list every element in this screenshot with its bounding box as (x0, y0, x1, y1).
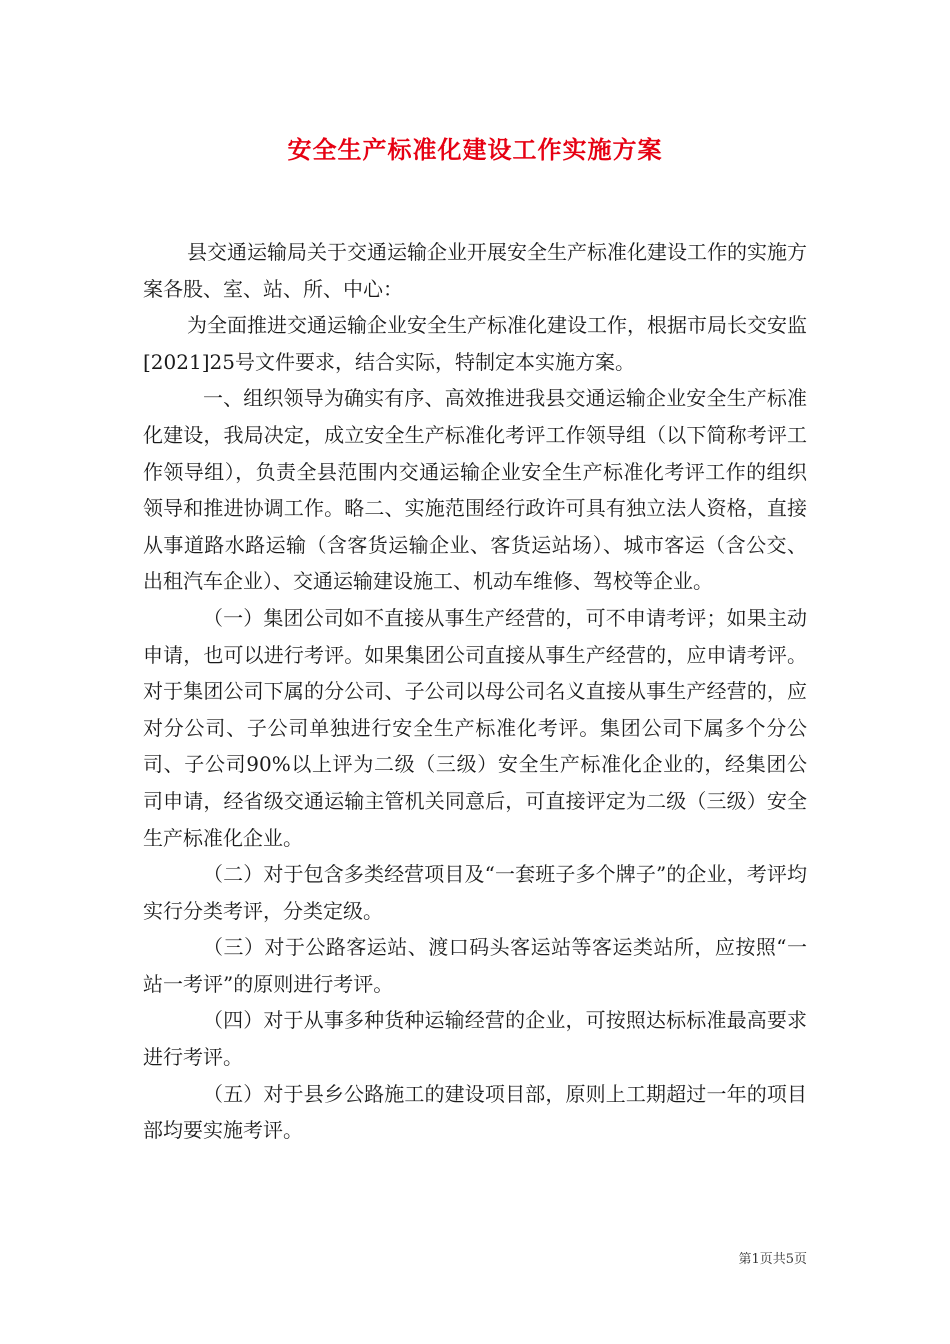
paragraph-intro: 县交通运输局关于交通运输企业开展安全生产标准化建设工作的实施方案各股、室、站、所、中心： (143, 240, 807, 301)
paragraph-item-3: （三）对于公路客运站、渡口码头客运站等客运类站所，应按照“一站一考评”的原则进行考评。 (143, 935, 807, 996)
paragraph-item-2: （二）对于包含多类经营项目及“一套班子多个牌子”的企业，考评均实行分类考评，分类定级。 (143, 862, 807, 923)
paragraph-item-4: （四）对于从事多种货种运输经营的企业，可按照达标标准最高要求进行考评。 (143, 1008, 807, 1070)
paragraph-item-5: （五）对于县乡公路施工的建设项目部，原则上工期超过一年的项目部均要实施考评。 (143, 1081, 807, 1143)
paragraph-organization: 一、组织领导为确实有序、高效推进我县交通运输企业安全生产标准化建设，我局决定，成立安全生产标准化考评工作领导组（以下简称考评工作领导组），负责全县范围内交通运输企业安全生产标准化考评工作的组织领导和推进协调工作。略二、实施范围经行政许可具有独立法人资格，直接从事道路水路运输（含客货运输企业、客货运站场）、城市客运（含公交、出租汽车企业）、交通运输建设施工、机动车维修、驾校等企业。 (143, 386, 807, 594)
paragraph-purpose: 为全面推进交通运输企业安全生产标准化建设工作，根据市局长交安监[2021]25号文件要求，结合实际，特制定本实施方案。 (143, 313, 807, 374)
document-body (143, 234, 807, 1149)
document-title: 安全生产标准化建设工作实施方案 (287, 135, 663, 164)
page-number-footer: 第1页共5页 (738, 1252, 807, 1267)
paragraph-item-1: （一）集团公司如不直接从事生产经营的，可不申请考评；如果主动申请，也可以进行考评。如果集团公司直接从事生产经营的，应申请考评。对于集团公司下属的分公司、子公司以母公司名义直接从事生产经营的，应对分公司、子公司单独进行安全生产标准化考评。集团公司下属多个分公司、子公司90%以上评为二级（三级）安全生产标准化企业的，经集团公司申请，经省级交通运输主管机关同意后，可直接评定为二级（三级）安全生产标准化企业。 (143, 605, 807, 850)
